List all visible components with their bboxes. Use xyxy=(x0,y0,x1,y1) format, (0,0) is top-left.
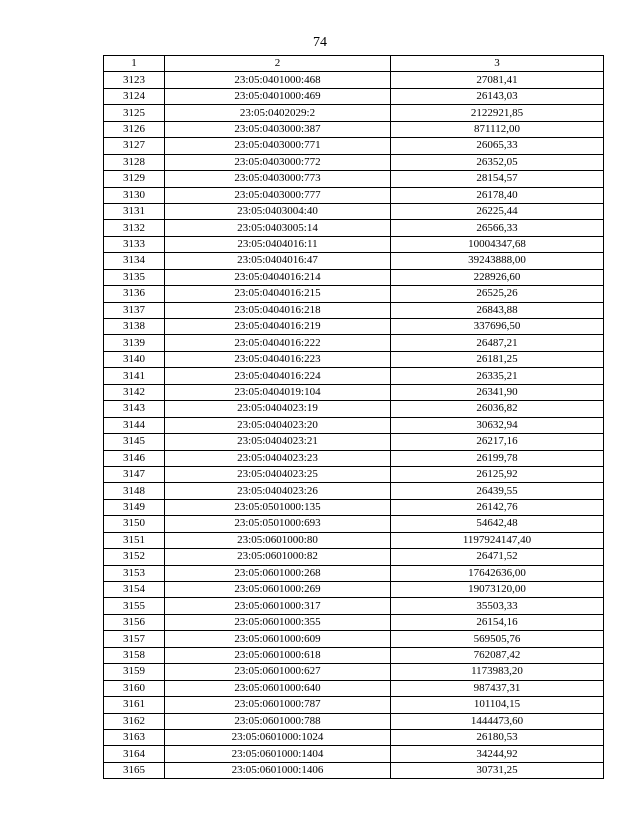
table-row xyxy=(104,171,604,187)
value-cell: 101104,15 xyxy=(391,697,604,713)
row-number-cell: 3124 xyxy=(104,88,165,104)
cadastral-number-cell: 23:05:0404023:21 xyxy=(165,434,391,450)
table-row xyxy=(104,565,604,581)
column-header-1: 1 xyxy=(104,56,165,72)
row-number-cell: 3128 xyxy=(104,154,165,170)
table-row xyxy=(104,631,604,647)
cadastral-number-cell: 23:05:0501000:135 xyxy=(165,499,391,515)
row-number-cell: 3139 xyxy=(104,335,165,351)
table-row xyxy=(104,647,604,663)
value-cell: 26125,92 xyxy=(391,466,604,482)
row-number-cell: 3147 xyxy=(104,466,165,482)
value-cell: 26525,26 xyxy=(391,286,604,302)
table-row xyxy=(104,401,604,417)
table-row xyxy=(104,598,604,614)
row-number-cell: 3153 xyxy=(104,565,165,581)
cadastral-number-cell: 23:05:0404023:25 xyxy=(165,466,391,482)
row-number-cell: 3162 xyxy=(104,713,165,729)
value-cell: 34244,92 xyxy=(391,746,604,762)
value-cell: 26566,33 xyxy=(391,220,604,236)
table-row xyxy=(104,434,604,450)
row-number-cell: 3156 xyxy=(104,614,165,630)
page-number: 74 xyxy=(313,35,327,50)
cadastral-number-cell: 23:05:0404016:214 xyxy=(165,269,391,285)
value-cell: 26036,82 xyxy=(391,401,604,417)
cadastral-number-cell: 23:05:0404016:47 xyxy=(165,253,391,269)
registry-table xyxy=(103,55,604,779)
cadastral-number-cell: 23:05:0404023:19 xyxy=(165,401,391,417)
row-number-cell: 3138 xyxy=(104,319,165,335)
value-cell: 569505,76 xyxy=(391,631,604,647)
table-row xyxy=(104,762,604,778)
table-row xyxy=(104,72,604,88)
value-cell: 26065,33 xyxy=(391,138,604,154)
value-cell: 30731,25 xyxy=(391,762,604,778)
value-cell: 26843,88 xyxy=(391,302,604,318)
row-number-cell: 3142 xyxy=(104,384,165,400)
row-number-cell: 3157 xyxy=(104,631,165,647)
cadastral-number-cell: 23:05:0401000:469 xyxy=(165,88,391,104)
cadastral-number-cell: 23:05:0403000:773 xyxy=(165,171,391,187)
table-row xyxy=(104,549,604,565)
value-cell: 228926,60 xyxy=(391,269,604,285)
row-number-cell: 3129 xyxy=(104,171,165,187)
cadastral-number-cell: 23:05:0601000:627 xyxy=(165,664,391,680)
value-cell: 26217,16 xyxy=(391,434,604,450)
cadastral-number-cell: 23:05:0404016:224 xyxy=(165,368,391,384)
table-row xyxy=(104,105,604,121)
table-row xyxy=(104,614,604,630)
row-number-cell: 3151 xyxy=(104,532,165,548)
table-row xyxy=(104,154,604,170)
value-cell: 337696,50 xyxy=(391,319,604,335)
table-row xyxy=(104,466,604,482)
cadastral-number-cell: 23:05:0403000:771 xyxy=(165,138,391,154)
row-number-cell: 3155 xyxy=(104,598,165,614)
row-number-cell: 3140 xyxy=(104,351,165,367)
row-number-cell: 3160 xyxy=(104,680,165,696)
value-cell: 26225,44 xyxy=(391,203,604,219)
value-cell: 30632,94 xyxy=(391,417,604,433)
cadastral-number-cell: 23:05:0601000:788 xyxy=(165,713,391,729)
row-number-cell: 3161 xyxy=(104,697,165,713)
table-row xyxy=(104,664,604,680)
cadastral-number-cell: 23:05:0601000:1404 xyxy=(165,746,391,762)
value-cell: 26471,52 xyxy=(391,549,604,565)
value-cell: 1197924147,40 xyxy=(391,532,604,548)
table-row xyxy=(104,713,604,729)
column-header-3: 3 xyxy=(391,56,604,72)
cadastral-number-cell: 23:05:0404016:215 xyxy=(165,286,391,302)
table-row xyxy=(104,417,604,433)
table-body xyxy=(104,72,604,779)
value-cell: 26181,25 xyxy=(391,351,604,367)
row-number-cell: 3136 xyxy=(104,286,165,302)
row-number-cell: 3163 xyxy=(104,729,165,745)
value-cell: 17642636,00 xyxy=(391,565,604,581)
value-cell: 26143,03 xyxy=(391,88,604,104)
row-number-cell: 3152 xyxy=(104,549,165,565)
row-number-cell: 3126 xyxy=(104,121,165,137)
table-row xyxy=(104,187,604,203)
row-number-cell: 3135 xyxy=(104,269,165,285)
table-row xyxy=(104,729,604,745)
cadastral-number-cell: 23:05:0404016:219 xyxy=(165,319,391,335)
table-row xyxy=(104,286,604,302)
row-number-cell: 3143 xyxy=(104,401,165,417)
table-row xyxy=(104,532,604,548)
row-number-cell: 3150 xyxy=(104,516,165,532)
table-row xyxy=(104,121,604,137)
table-row xyxy=(104,236,604,252)
column-header-2: 2 xyxy=(165,56,391,72)
table-row xyxy=(104,203,604,219)
cadastral-number-cell: 23:05:0404023:20 xyxy=(165,417,391,433)
table-row xyxy=(104,483,604,499)
table-row xyxy=(104,220,604,236)
value-cell: 987437,31 xyxy=(391,680,604,696)
table-row xyxy=(104,368,604,384)
value-cell: 2122921,85 xyxy=(391,105,604,121)
cadastral-number-cell: 23:05:0601000:82 xyxy=(165,549,391,565)
cadastral-number-cell: 23:05:0403000:777 xyxy=(165,187,391,203)
cadastral-number-cell: 23:05:0601000:80 xyxy=(165,532,391,548)
cadastral-number-cell: 23:05:0601000:787 xyxy=(165,697,391,713)
table-row xyxy=(104,269,604,285)
cadastral-number-cell: 23:05:0404023:26 xyxy=(165,483,391,499)
row-number-cell: 3149 xyxy=(104,499,165,515)
cadastral-number-cell: 23:05:0601000:355 xyxy=(165,614,391,630)
table-row xyxy=(104,88,604,104)
value-cell: 26180,53 xyxy=(391,729,604,745)
cadastral-number-cell: 23:05:0403000:387 xyxy=(165,121,391,137)
value-cell: 26178,40 xyxy=(391,187,604,203)
cadastral-number-cell: 23:05:0403004:40 xyxy=(165,203,391,219)
value-cell: 871112,00 xyxy=(391,121,604,137)
table-row xyxy=(104,516,604,532)
cadastral-number-cell: 23:05:0601000:640 xyxy=(165,680,391,696)
row-number-cell: 3165 xyxy=(104,762,165,778)
value-cell: 26142,76 xyxy=(391,499,604,515)
cadastral-number-cell: 23:05:0601000:317 xyxy=(165,598,391,614)
value-cell: 26352,05 xyxy=(391,154,604,170)
row-number-cell: 3131 xyxy=(104,203,165,219)
cadastral-number-cell: 23:05:0501000:693 xyxy=(165,516,391,532)
cadastral-number-cell: 23:05:0401000:468 xyxy=(165,72,391,88)
cadastral-number-cell: 23:05:0404019:104 xyxy=(165,384,391,400)
cadastral-number-cell: 23:05:0404016:222 xyxy=(165,335,391,351)
value-cell: 26199,78 xyxy=(391,450,604,466)
value-cell: 26341,90 xyxy=(391,384,604,400)
cadastral-number-cell: 23:05:0601000:618 xyxy=(165,647,391,663)
row-number-cell: 3130 xyxy=(104,187,165,203)
value-cell: 54642,48 xyxy=(391,516,604,532)
table-row xyxy=(104,499,604,515)
row-number-cell: 3154 xyxy=(104,582,165,598)
value-cell: 26487,21 xyxy=(391,335,604,351)
cadastral-number-cell: 23:05:0601000:268 xyxy=(165,565,391,581)
cadastral-number-cell: 23:05:0601000:1024 xyxy=(165,729,391,745)
table-row xyxy=(104,335,604,351)
row-number-cell: 3125 xyxy=(104,105,165,121)
value-cell: 27081,41 xyxy=(391,72,604,88)
row-number-cell: 3164 xyxy=(104,746,165,762)
table-row xyxy=(104,319,604,335)
value-cell: 1173983,20 xyxy=(391,664,604,680)
table-row xyxy=(104,351,604,367)
row-number-cell: 3134 xyxy=(104,253,165,269)
value-cell: 39243888,00 xyxy=(391,253,604,269)
value-cell: 35503,33 xyxy=(391,598,604,614)
row-number-cell: 3158 xyxy=(104,647,165,663)
value-cell: 10004347,68 xyxy=(391,236,604,252)
row-number-cell: 3148 xyxy=(104,483,165,499)
cadastral-number-cell: 23:05:0601000:609 xyxy=(165,631,391,647)
row-number-cell: 3146 xyxy=(104,450,165,466)
row-number-cell: 3159 xyxy=(104,664,165,680)
row-number-cell: 3132 xyxy=(104,220,165,236)
table-row xyxy=(104,253,604,269)
row-number-cell: 3144 xyxy=(104,417,165,433)
row-number-cell: 3123 xyxy=(104,72,165,88)
cadastral-number-cell: 23:05:0601000:269 xyxy=(165,582,391,598)
value-cell: 762087,42 xyxy=(391,647,604,663)
cadastral-number-cell: 23:05:0404016:11 xyxy=(165,236,391,252)
value-cell: 19073120,00 xyxy=(391,582,604,598)
table-row xyxy=(104,450,604,466)
table-header-row xyxy=(104,56,604,72)
value-cell: 28154,57 xyxy=(391,171,604,187)
table-row xyxy=(104,384,604,400)
cadastral-number-cell: 23:05:0403005:14 xyxy=(165,220,391,236)
cadastral-number-cell: 23:05:0404016:218 xyxy=(165,302,391,318)
value-cell: 26335,21 xyxy=(391,368,604,384)
table-row xyxy=(104,582,604,598)
table-row xyxy=(104,697,604,713)
value-cell: 1444473,60 xyxy=(391,713,604,729)
value-cell: 26154,16 xyxy=(391,614,604,630)
table-row xyxy=(104,680,604,696)
table-row xyxy=(104,746,604,762)
row-number-cell: 3145 xyxy=(104,434,165,450)
row-number-cell: 3137 xyxy=(104,302,165,318)
value-cell: 26439,55 xyxy=(391,483,604,499)
cadastral-number-cell: 23:05:0402029:2 xyxy=(165,105,391,121)
cadastral-number-cell: 23:05:0404016:223 xyxy=(165,351,391,367)
cadastral-number-cell: 23:05:0601000:1406 xyxy=(165,762,391,778)
cadastral-number-cell: 23:05:0403000:772 xyxy=(165,154,391,170)
cadastral-number-cell: 23:05:0404023:23 xyxy=(165,450,391,466)
row-number-cell: 3141 xyxy=(104,368,165,384)
row-number-cell: 3127 xyxy=(104,138,165,154)
table-row xyxy=(104,138,604,154)
table-row xyxy=(104,302,604,318)
row-number-cell: 3133 xyxy=(104,236,165,252)
